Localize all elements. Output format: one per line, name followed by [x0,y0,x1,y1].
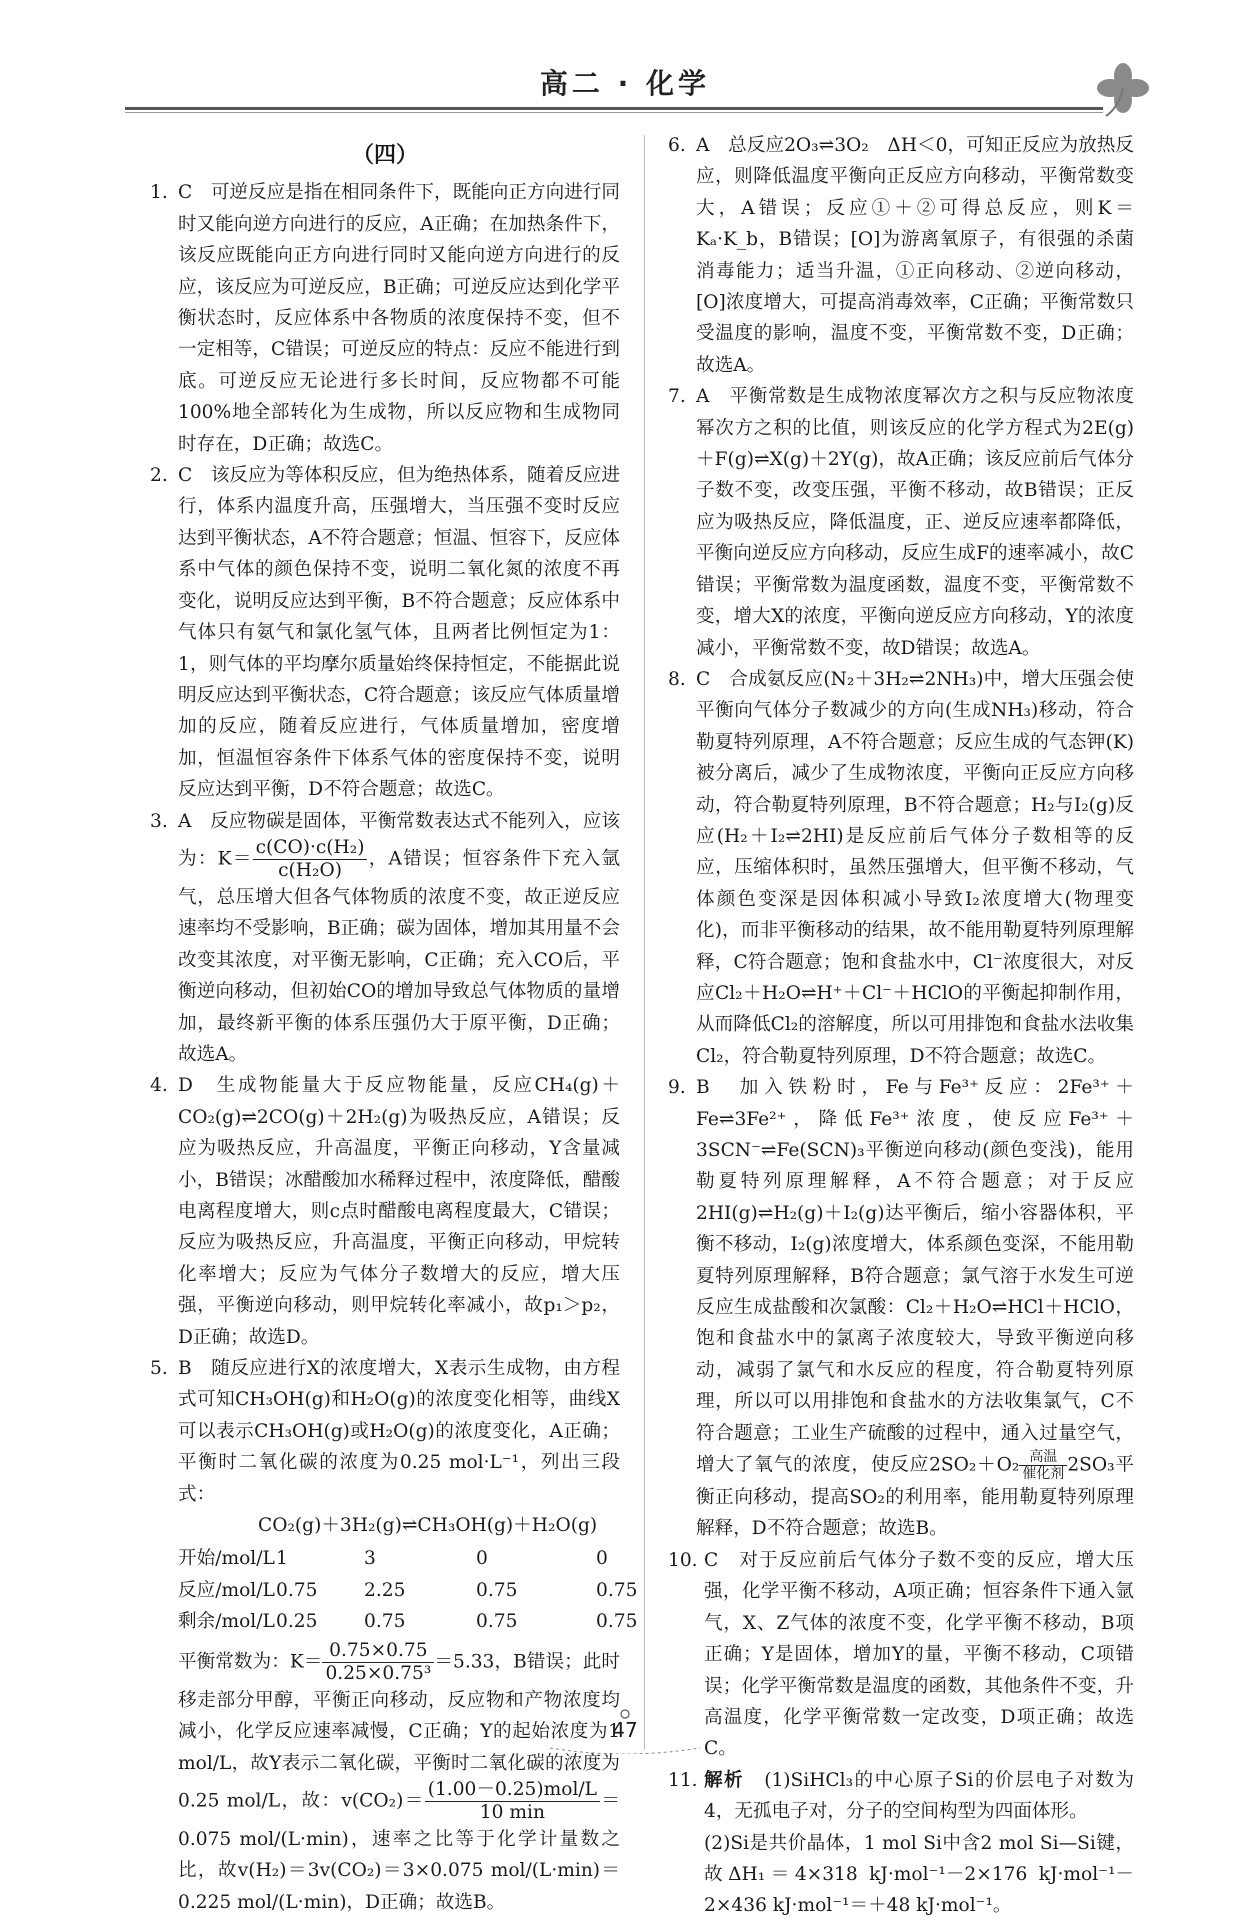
table-cell: 0.75 [596,1579,638,1601]
three-stage-table [178,1543,638,1637]
table-cell: 0.75 [364,1611,406,1633]
table-cell: 0.75 [476,1579,518,1601]
table-cell: 0 [596,1548,608,1570]
table-cell: 2.25 [364,1579,406,1601]
page-header [0,0,1250,120]
answer-text-b: (2)Si是共价晶体，1 mol Si中含2 mol Si—Si键，故ΔH₁＝4×318 kJ·mol⁻¹－2×176 kJ·mol⁻¹－2×436 kJ·mol⁻¹＝＋48 kJ·mol⁻¹。 [704,1832,1134,1917]
analysis-label: 解析 [704,1769,745,1791]
table-cell: 开始/mol/L [178,1548,275,1570]
right-column [668,130,1134,1922]
answer-7 [668,381,1134,664]
header-rule [125,107,1103,110]
answer-text: C 对于反应前后气体分子数不变的反应，增大压强，化学平衡不移动，A项正确；恒容条件下通入氩气，X、Z气体的浓度不变，化学平衡不移动，B项正确；Y是固体，增加Y的量，平衡不移动，C项错误；化学平衡常数是温度的函数，其他条件不变，升高温度，化学平衡常数一定改变，D项正确；故选C。 [704,1549,1134,1760]
answer-number: 8. [668,668,686,690]
answer-text-a: A 反应物碳是固体，平衡常数表达式不能列入，应该为：K＝ [178,810,620,870]
answer-number: 4. [150,1075,168,1097]
k-prefix: 平衡常数为：K＝ [178,1651,323,1673]
answer-number: 3. [150,810,168,832]
answer-text: D 生成物能量大于反应物能量，反应CH₄(g)＋CO₂(g)⇌2CO(g)＋2H₂(g)为吸热反应，A错误；反应为吸热反应，升高温度，平衡正向移动，Y含量减小，B错误；冰醋酸加水稀释过程中，浓度降低，醋酸电离程度增大，则c点时醋酸电离程度最大，C错误；反应为吸热反应，升高温度，平衡正向移动，甲烷转化率增大；反应为气体分子数增大的反应，增大压强，平衡逆向移动，则甲烷转化率减小，故p₁＞p₂，D正确；故选D。 [178,1075,620,1348]
answer-number: 5. [150,1358,168,1380]
table-cell: 0.75 [276,1579,318,1601]
answer-text [178,806,620,1071]
fraction-denominator: 10 min [479,1801,545,1823]
answer-number: 9. [668,1077,686,1099]
answer-6 [668,130,1134,381]
fraction-numerator: c(CO)·c(H₂) [253,837,368,860]
table-cell: 0 [476,1548,488,1570]
answer-number: 1. [150,182,168,204]
k-suffix: ＝5.33，B错误；此时移走部分甲醇，平衡正向移动，反应物和产物浓度均减小，化学反应速率减慢，C正确；Y的起始浓度为1 mol/L，故Y表示二氧化碳，平衡时二氧化碳的浓度为0.25 mol/L， [178,1651,620,1812]
table-cell: 1 [276,1548,288,1570]
answer-4 [150,1070,620,1353]
answer-10 [668,1545,1134,1765]
condition-bottom: 催化剂 [1022,1466,1065,1483]
v-suffix: ＝0.075 mol/(L·min)，速率之比等于化学计量数之比，故v(H₂)＝3v(CO₂)＝3×0.075 mol/(L·min)＝0.225 mol/(L·min)，D正确；故选B。 [178,1790,620,1913]
v-prefix: 故：v(CO₂)＝ [301,1790,425,1812]
answer-text-b: 2SO₃平衡正向移动，提高SO₂的利用率，能用勒夏特列原理解释，D不符合题意；故选B。 [696,1454,1135,1540]
answer-text: A 平衡常数是生成物浓度幂次方之积与反应物浓度幂次方之积的比值，则该反应的化学方程式为2E(g)＋F(g)⇌X(g)＋2Y(g)，故A正确；该反应前后气体分子数不变，改变压强，平衡不移动，故B错误；正反应为吸热反应，降低温度，正、逆反应速率都降低，平衡向逆反应方向移动，反应生成F的速率减小，故C错误；平衡常数为温度函数，温度不变，平衡常数不变，增大X的浓度，平衡向逆反应方向移动，Y的浓度减小，平衡常数不变，故D错误；故选A。 [696,386,1134,659]
answer-text: C 可逆反应是指在相同条件下，既能向正方向进行同时又能向逆方向进行的反应，A正确；在加热条件下，该反应既能向正方向进行同时又能向逆方向进行的反应，该反应为可逆反应，B正确；可逆反应达到化学平衡状态时，反应体系中各物质的浓度保持不变，但不一定相等，C错误；可逆反应的特点：反应不能进行到底。可逆反应无论进行多长时间，反应物都不可能100%地全部转化为生成物，所以反应物和生成物同时存在，D正确；故选C。 [178,182,620,455]
fraction-numerator: (1.00－0.25)mol/L [425,1779,600,1802]
answer-8 [668,664,1134,1072]
section-title: （四） [351,143,418,168]
table-cell: 3 [364,1548,376,1570]
answer-text-part-1: (1)SiHCl₃的中心原子Si的价层电子对数为4，无孤电子对，分子的空间构型为四面体形。 [704,1769,1134,1823]
answer-text-b [178,1640,620,1918]
answer-text-a: B 加入铁粉时，Fe与Fe³⁺反应：2Fe³⁺＋Fe⇌3Fe²⁺，降低Fe³⁺浓度，使反应Fe³⁺＋3SCN⁻⇌Fe(SCN)₃平衡逆向移动(颜色变浅)，能用勒夏特列原理解释，A不符合题意；对于反应2HI(g)⇌H₂(g)＋I₂(g)达平衡后，缩小容器体积，平衡不移动，I₂(g)浓度增大，体系颜色变深，不能用勒夏特列原理解释，B符合题意；氯气溶于水发生可逆反应生成盐酸和次氯酸：Cl₂＋H₂O⇌HCl＋HClO，饱和食盐水中的氯离子浓度较大，导致平衡逆向移动，减弱了氯气和水反应的程度，符合勒夏特列原理，所以可以用排饱和食盐水的方法收集氯气，C不符合题意；工业生产硫酸的过程中，通入过量空气，增大了氧气的浓度，使反应2SO₂＋O₂ [696,1077,1134,1476]
answer-2 [150,460,620,805]
v-fraction [425,1779,600,1824]
answer-1 [150,177,620,460]
answer-9 [668,1072,1134,1545]
fraction-denominator: c(H₂O) [278,859,342,881]
table-cell: 反应/mol/L [178,1579,275,1601]
answer-number: 10. [668,1549,698,1571]
answer-text-a: B 随反应进行X的浓度增大，X表示生成物，由方程式可知CH₃OH(g)和H₂O(g)的浓度变化相等，曲线X可以表示CH₃OH(g)或H₂O(g)的浓度变化，A正确；平衡时二氧化碳的浓度为0.25 mol·L⁻¹，列出三段式： [178,1358,620,1505]
k-fraction [253,837,368,882]
answer-3 [150,806,620,1071]
table-cell: 0.75 [476,1611,518,1633]
header-title: 高二 · 化学 [539,67,711,100]
column-divider [644,135,645,1750]
k-fraction [322,1640,434,1685]
condition-top: 高温 [1019,1449,1067,1466]
page-number: 47 [612,1718,638,1742]
answer-number: 7. [668,386,686,408]
answer-text-a [704,1765,1134,1828]
answer-text: A 总反应2O₃⇌3O₂ ΔH＜0，可知正反应为放热反应，则降低温度平衡向正反应方向移动，平衡常数变大，A错误；反应①＋②可得总反应，则K＝Kₐ·K_b，B错误；[O]为游离氧原子，有很强的杀菌消毒能力；适当升温，①正向移动、②逆向移动，[O]浓度增大，可提高消毒效率，C正确；平衡常数只受温度的影响，温度不变，平衡常数不变，D正确；故选A。 [696,135,1134,376]
answer-text: C 合成氨反应(N₂＋3H₂⇌2NH₃)中，增大压强会使平衡向气体分子数减少的方向(生成NH₃)移动，符合勒夏特列原理，A不符合题意；反应生成的气态钾(K)被分离后，减少了生成物浓度，平衡向正反应方向移动，符合勒夏特列原理，B不符合题意；H₂与I₂(g)反应(H₂＋I₂⇌2HI)是反应前后气体分子数相等的反应，压缩体积时，虽然压强增大，但平衡不移动，气体颜色变深是因体积减小导致I₂浓度增大(物理变化)，而非平衡移动的结果，故不能用勒夏特列原理解释，C符合题意；饱和食盐水中，Cl⁻浓度很大，对反应Cl₂＋H₂O⇌H⁺＋Cl⁻＋HClO的平衡起抑制作用，从而降低Cl₂的溶解度，所以可用排饱和食盐水法收集Cl₂，符合勒夏特列原理，D不符合题意；故选C。 [696,668,1134,1067]
answer-number: 11. [668,1769,698,1791]
three-stage-equation: CO₂(g)＋3H₂(g)⇌CH₃OH(g)＋H₂O(g) [258,1515,598,1537]
header-rule-thin [125,112,1103,113]
answer-text [696,1072,1134,1545]
table-cell: 0.75 [596,1611,638,1633]
answer-number: 6. [668,135,686,156]
reaction-condition [1019,1449,1067,1482]
fraction-numerator: 0.75×0.75 [322,1640,434,1663]
answer-text-b: ，A错误；恒容条件下充入氩气，总压增大但各气体物质的浓度不变，故正逆反应速率均不受影响，B正确；碳为固体，增加其用量不会改变其浓度，对平衡无影响，C正确；充入CO后，平衡逆向移动，但初始CO的增加导致总气体物质的量增加，最终新平衡的体系压强仍大于原平衡，D正确；故选A。 [178,848,620,1065]
table-cell: 0.25 [276,1611,318,1633]
answer-number: 2. [150,465,168,487]
answer-text: C 该反应为等体积反应，但为绝热体系，随着反应进行，体系内温度升高，压强增大，当压强不变时反应达到平衡状态，A不符合题意；恒温、恒容下，反应体系中气体的颜色保持不变，说明二氧化氮的浓度不再变化，说明反应达到平衡，B不符合题意；反应体系中气体只有氨气和氯化氢气体，且两者比例恒定为1：1，则气体的平均摩尔质量始终保持恒定，不能据此说明反应达到平衡状态，C符合题意；该反应气体质量增加的反应，随着反应进行，气体质量增加，密度增加，恒温恒容条件下体系气体的密度保持不变，说明反应达到平衡，D不符合题意；故选C。 [178,465,620,801]
table-cell: 剩余/mol/L [178,1611,275,1633]
fraction-denominator: 0.25×0.75³ [325,1662,432,1684]
answer-11 [668,1765,1134,1922]
